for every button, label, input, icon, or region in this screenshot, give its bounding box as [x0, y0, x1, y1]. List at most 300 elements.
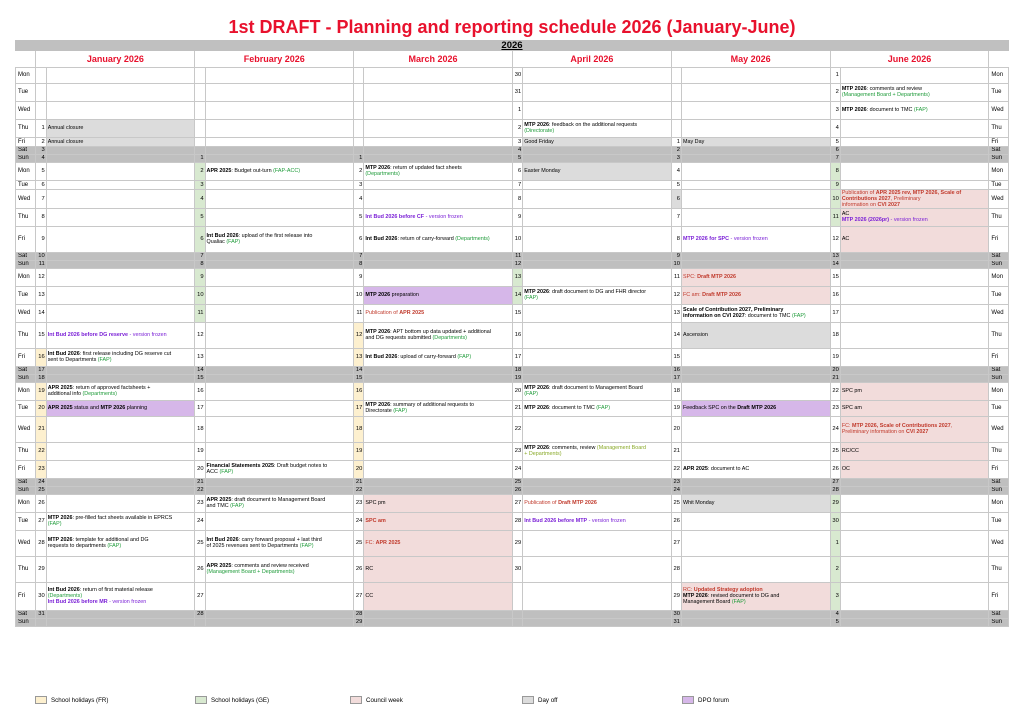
day-number: 8 [36, 208, 46, 226]
day-number: 11 [354, 304, 364, 322]
day-number [195, 618, 205, 626]
day-number: 23 [671, 478, 681, 486]
day-number: 21 [354, 478, 364, 486]
day-number: 6 [512, 162, 522, 180]
weekday-label: Mon [16, 494, 36, 512]
day-number: 30 [512, 556, 522, 582]
day-number: 21 [36, 416, 46, 442]
day-events [205, 366, 354, 374]
event-text: : return of first material release [79, 587, 153, 593]
day-events [364, 530, 513, 556]
day-events [682, 322, 831, 348]
event-text: : summary of additional requests to [390, 402, 475, 408]
event-text: : document to AC [707, 466, 750, 472]
day-events [682, 478, 831, 486]
event-text: : upload of carry-forward [397, 354, 458, 360]
calendar-row [16, 494, 1009, 512]
day-events [840, 512, 989, 530]
day-number: 25 [830, 442, 840, 460]
day-events [205, 374, 354, 382]
event-text: : return of updated fact sheets [390, 165, 462, 171]
day-events [205, 180, 354, 189]
day-events [46, 226, 195, 252]
event-text: APR 2025 [683, 466, 708, 472]
day-number: 19 [36, 382, 46, 400]
day-events [46, 119, 195, 137]
event-text: , [950, 423, 953, 429]
weekday-label: Mon [989, 494, 1009, 512]
weekday-label: Tue [16, 180, 36, 189]
day-events [840, 260, 989, 268]
event-text: (FAP) [524, 391, 538, 397]
day-number: 22 [512, 416, 522, 442]
event-text: (FAP) [226, 239, 241, 245]
event-text: Publication of [524, 500, 559, 506]
day-number: 7 [512, 180, 522, 189]
day-number: 22 [36, 442, 46, 460]
day-number: 11 [36, 260, 46, 268]
day-events [682, 119, 831, 137]
day-events [682, 460, 831, 478]
day-number: 15 [36, 322, 46, 348]
calendar-row [16, 400, 1009, 416]
calendar-row [16, 286, 1009, 304]
day-number: 26 [354, 556, 364, 582]
month-header: February 2026 [195, 51, 354, 67]
year-header: 2026 [15, 40, 1009, 51]
day-events [205, 286, 354, 304]
day-number: 29 [354, 618, 364, 626]
day-number: 7 [354, 252, 364, 260]
day-events [364, 304, 513, 322]
event-text: MTP 2026 [365, 292, 391, 298]
day-number: 8 [354, 260, 364, 268]
day-events [364, 180, 513, 189]
day-number: 5 [671, 180, 681, 189]
day-events [364, 162, 513, 180]
day-events [840, 208, 989, 226]
day-events [364, 146, 513, 154]
weekday-label: Wed [16, 101, 36, 119]
day-events [840, 416, 989, 442]
day-events [364, 268, 513, 286]
event-text: ACC [206, 469, 220, 475]
day-events [840, 460, 989, 478]
day-events [682, 101, 831, 119]
day-events [364, 101, 513, 119]
event-text: MTP 2026 [524, 405, 549, 411]
day-events [46, 101, 195, 119]
day-events [205, 268, 354, 286]
day-number: 5 [36, 162, 46, 180]
event-text: Whit Monday [683, 500, 715, 506]
day-number: 16 [671, 366, 681, 374]
day-number: 11 [195, 304, 205, 322]
event-text: - version frozen [587, 518, 626, 524]
day-events [205, 154, 354, 162]
event-text: Int Bud 2026 [47, 351, 80, 357]
calendar-row [16, 208, 1009, 226]
day-number: 28 [195, 610, 205, 618]
day-events [840, 137, 989, 146]
event-text: : return of approved factsheets + [72, 385, 151, 391]
month-header: March 2026 [354, 51, 513, 67]
day-number: 22 [354, 486, 364, 494]
event-text: Annual closure [47, 125, 84, 131]
day-number: 18 [671, 382, 681, 400]
calendar-row [16, 582, 1009, 610]
weekday-label: Sun [989, 374, 1009, 382]
day-number: 30 [36, 582, 46, 610]
day-number: 30 [512, 67, 522, 83]
day-events [840, 494, 989, 512]
day-events [682, 374, 831, 382]
event-text: (FAP) [97, 357, 112, 363]
day-number: 16 [354, 382, 364, 400]
day-number: 23 [830, 400, 840, 416]
day-events [205, 556, 354, 582]
day-number: 24 [195, 512, 205, 530]
calendar-row [16, 382, 1009, 400]
day-events [205, 512, 354, 530]
day-number: 17 [830, 304, 840, 322]
day-number [512, 618, 522, 626]
day-number: 20 [830, 366, 840, 374]
event-text: MTP 2026 [841, 86, 867, 92]
day-events [364, 478, 513, 486]
weekday-label: Fri [16, 137, 36, 146]
day-number: 5 [195, 208, 205, 226]
day-number: 26 [195, 556, 205, 582]
day-number: 19 [354, 442, 364, 460]
event-text: AC [841, 211, 850, 217]
calendar-row [16, 101, 1009, 119]
day-number: 13 [512, 268, 522, 286]
day-events [682, 260, 831, 268]
weekday-label: Tue [16, 286, 36, 304]
event-text: Draft MTP 2026 [737, 405, 777, 411]
event-text: - version frozen [424, 214, 463, 220]
event-text: sent to Departments [47, 357, 98, 363]
event-text: Updated Strategy adoption [693, 587, 763, 593]
day-events [364, 382, 513, 400]
day-number: 6 [830, 146, 840, 154]
event-text: and TMC [206, 503, 231, 509]
day-events [364, 119, 513, 137]
day-events [523, 180, 672, 189]
event-text: : draft document to Management Board [231, 497, 326, 503]
day-number: 25 [512, 478, 522, 486]
calendar-row [16, 189, 1009, 208]
day-events [46, 146, 195, 154]
day-number [354, 146, 364, 154]
day-number: 18 [830, 322, 840, 348]
weekday-label: Tue [989, 400, 1009, 416]
day-number: 11 [830, 208, 840, 226]
calendar-row [16, 83, 1009, 101]
weekday-label: Thu [16, 208, 36, 226]
day-number: 16 [195, 382, 205, 400]
day-events [523, 260, 672, 268]
event-text: APR 2025 [206, 168, 232, 174]
event-text: (FAP) [219, 469, 234, 475]
weekday-label: Wed [989, 530, 1009, 556]
day-events [682, 162, 831, 180]
event-text: Draft MTP 2026 [558, 500, 597, 506]
day-number [671, 83, 681, 101]
day-number: 14 [512, 286, 522, 304]
day-number: 7 [671, 208, 681, 226]
event-text: requests to departments [47, 543, 108, 549]
calendar-row [16, 119, 1009, 137]
weekday-label: Thu [989, 442, 1009, 460]
day-number: 2 [671, 146, 681, 154]
day-number: 26 [512, 486, 522, 494]
event-text: Management Board [683, 599, 732, 605]
day-number: 3 [195, 180, 205, 189]
day-events [205, 252, 354, 260]
event-text: (FAP) [47, 521, 62, 527]
day-events [682, 137, 831, 146]
day-number: 15 [830, 268, 840, 286]
weekday-label: Sun [16, 486, 36, 494]
day-events [46, 348, 195, 366]
day-number: 14 [36, 304, 46, 322]
day-number: 27 [512, 494, 522, 512]
day-number: 2 [830, 556, 840, 582]
event-text: : Draft budget notes to [273, 463, 328, 469]
calendar-row [16, 252, 1009, 260]
day-number: 24 [671, 486, 681, 494]
day-number [354, 137, 364, 146]
day-number: 27 [830, 478, 840, 486]
day-events [840, 252, 989, 260]
event-text: : upload of the first release into [238, 233, 313, 239]
event-text: (Departments) [82, 391, 117, 397]
day-events [46, 67, 195, 83]
weekday-label: Thu [16, 322, 36, 348]
event-text: Draft MTP 2026 [702, 292, 742, 298]
day-number: 17 [36, 366, 46, 374]
weekday-label: Tue [989, 286, 1009, 304]
weekday-label: Fri [16, 460, 36, 478]
day-number: 9 [354, 268, 364, 286]
day-events [205, 494, 354, 512]
day-events [840, 101, 989, 119]
event-text: (FAP) [107, 543, 122, 549]
calendar-row [16, 478, 1009, 486]
event-text: MTP 2026 [365, 329, 391, 335]
day-events [682, 442, 831, 460]
event-text: (Management Board [596, 445, 647, 451]
day-events [523, 119, 672, 137]
day-events [682, 146, 831, 154]
day-events [682, 208, 831, 226]
day-events [523, 610, 672, 618]
event-text: FC: [365, 540, 376, 546]
weekday-label: Wed [16, 304, 36, 322]
day-number: 17 [354, 400, 364, 416]
day-events [523, 486, 672, 494]
day-events [46, 530, 195, 556]
day-number: 20 [36, 400, 46, 416]
day-number: 10 [36, 252, 46, 260]
weekday-label: Wed [989, 416, 1009, 442]
event-text: Annual closure [47, 138, 84, 145]
day-events [364, 286, 513, 304]
event-text: additional info [47, 391, 83, 397]
calendar-row [16, 260, 1009, 268]
day-number: 12 [36, 268, 46, 286]
weekday-label: Sat [989, 146, 1009, 154]
day-number: 30 [830, 512, 840, 530]
weekday-label: Thu [989, 556, 1009, 582]
day-events [840, 374, 989, 382]
event-text: MTP 2026 [524, 289, 549, 295]
day-number [195, 119, 205, 137]
day-events [523, 268, 672, 286]
day-number: 2 [830, 83, 840, 101]
day-events [523, 366, 672, 374]
event-text: (Management Board + Departments) [841, 92, 930, 98]
event-text: MTP 2026 for SPC [683, 236, 730, 242]
day-number: 2 [354, 162, 364, 180]
day-number: 16 [36, 348, 46, 366]
day-number: 10 [830, 189, 840, 208]
event-text: - version frozen [128, 332, 167, 338]
day-events [682, 416, 831, 442]
weekday-label: Sun [989, 486, 1009, 494]
event-text: : carry forward proposal + last third [238, 537, 322, 543]
month-header: April 2026 [512, 51, 671, 67]
day-events [523, 83, 672, 101]
day-events [840, 226, 989, 252]
day-events [682, 618, 831, 626]
event-text: MTP 2026 (2026pr) [841, 217, 890, 223]
day-number: 21 [671, 442, 681, 460]
weekday-label: Fri [989, 582, 1009, 610]
calendar-row [16, 610, 1009, 618]
legend-item-school-ge: School holidays (GE) [195, 696, 269, 706]
day-number: 14 [354, 366, 364, 374]
day-number: 25 [354, 530, 364, 556]
day-events [46, 189, 195, 208]
day-events [364, 582, 513, 610]
legend-swatch [522, 696, 534, 704]
day-number [36, 83, 46, 101]
weekday-label: Sat [16, 610, 36, 618]
day-events [523, 304, 672, 322]
day-number: 1 [195, 154, 205, 162]
weekday-label: Fri [16, 582, 36, 610]
day-number: 8 [195, 260, 205, 268]
day-events [682, 556, 831, 582]
day-events [840, 286, 989, 304]
day-number: 1 [512, 101, 522, 119]
event-text: + Departments) [524, 451, 562, 457]
event-text: Int Bud 2026 [206, 537, 239, 543]
event-text: OC [841, 466, 850, 472]
day-number: 1 [671, 137, 681, 146]
event-text: Int Bud 2026 before CF [365, 214, 425, 220]
weekday-label: Mon [16, 67, 36, 83]
month-header: January 2026 [36, 51, 195, 67]
day-number: 3 [830, 101, 840, 119]
weekday-label: Sun [16, 374, 36, 382]
day-number: 17 [512, 348, 522, 366]
legend-swatch [35, 696, 47, 704]
event-text: Feedback SPC on the [683, 405, 738, 411]
event-text: : revised document to DG and [707, 593, 780, 599]
day-number: 24 [354, 512, 364, 530]
weekday-label: Mon [989, 268, 1009, 286]
event-text: (FAP) [596, 405, 610, 411]
day-events [205, 189, 354, 208]
day-number: 2 [512, 119, 522, 137]
day-events [840, 478, 989, 486]
day-events [523, 162, 672, 180]
day-number: 31 [671, 618, 681, 626]
weekday-label: Tue [989, 512, 1009, 530]
weekday-label: Sat [989, 610, 1009, 618]
day-events [840, 304, 989, 322]
day-events [364, 442, 513, 460]
event-text: (Departments) [432, 335, 467, 341]
day-number: 31 [512, 83, 522, 101]
day-events [840, 146, 989, 154]
weekday-label: Sat [989, 366, 1009, 374]
event-text: MTP 2026 [47, 537, 73, 543]
weekday-label: Mon [989, 67, 1009, 83]
day-events [523, 416, 672, 442]
day-events [46, 180, 195, 189]
day-number: 28 [354, 610, 364, 618]
day-events [205, 460, 354, 478]
day-number [36, 101, 46, 119]
day-number: 10 [512, 226, 522, 252]
day-number [195, 146, 205, 154]
day-events [523, 226, 672, 252]
weekday-label: Wed [989, 189, 1009, 208]
day-events [523, 348, 672, 366]
day-number: 15 [512, 304, 522, 322]
day-number: 25 [36, 486, 46, 494]
day-events [364, 494, 513, 512]
day-events [205, 67, 354, 83]
day-number: 4 [512, 146, 522, 154]
weekday-label: Fri [16, 348, 36, 366]
day-number: 9 [671, 252, 681, 260]
event-text: CVI 2027 [905, 429, 929, 435]
weekday-label: Wed [16, 416, 36, 442]
weekday-label: Tue [989, 83, 1009, 101]
event-text: APR 2025 [399, 310, 425, 316]
day-events [46, 486, 195, 494]
event-text: RC: [683, 587, 694, 593]
weekday-label: Sun [16, 260, 36, 268]
event-text: APR 2025 [206, 563, 232, 569]
day-events [682, 400, 831, 416]
day-number: 6 [195, 226, 205, 252]
day-number: 15 [671, 348, 681, 366]
day-number: 12 [354, 322, 364, 348]
event-text: : draft document to Management Board [548, 385, 643, 391]
event-text: (FAP) [731, 599, 746, 605]
day-events [364, 322, 513, 348]
day-number: 22 [195, 486, 205, 494]
day-events [364, 366, 513, 374]
event-text: Scale of Contribution 2027, Preliminary [683, 307, 784, 313]
